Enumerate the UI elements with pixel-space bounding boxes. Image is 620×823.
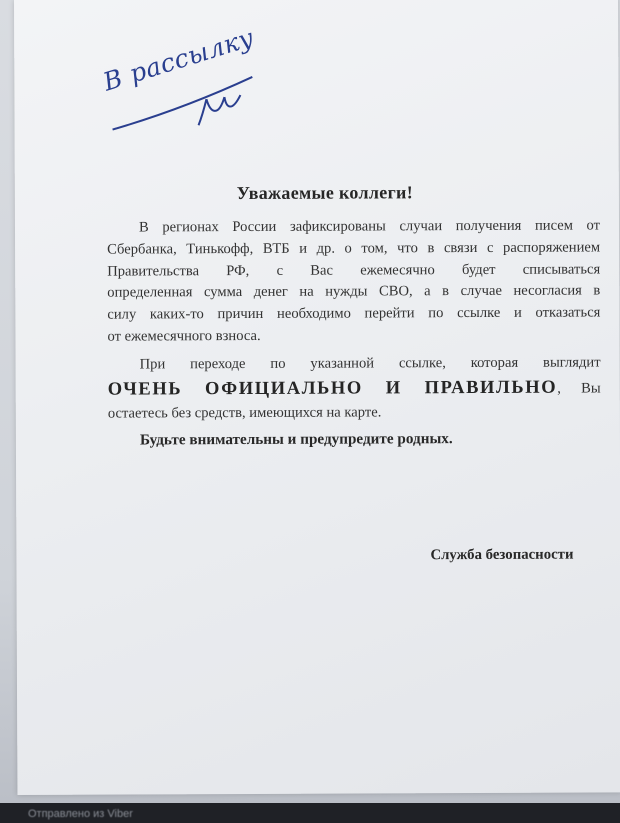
paragraph-1-line: Правительства РФ, с Вас ежемесячно будет списываться [107,261,601,280]
paragraph-1-line: от ежемесячного взноса. [107,327,261,345]
paragraph-2-suffix: , Вы [557,380,601,397]
paragraph-2-line: остаетесь без средств, имеющихся на карте. [107,404,382,422]
paragraph-1-line: В регионах России зафиксированы случаи получения писем от [138,217,601,236]
handwritten-note: В рассылку [99,22,258,97]
paragraph-1-line: силу каких-то причин необходимо перейти по ссылке и отказаться [107,304,601,323]
warning-text: Будьте внимательны и предупредите родных. [139,430,453,449]
paper-sheet [14,0,620,795]
paragraph-2-emphasis-line [108,374,601,403]
paragraph-1-line: определенная сумма денег на нужды СВО, а в случае несогласия в [107,282,601,301]
signature: Служба безопасности [430,546,574,564]
paragraph-1-line: Сбербанка, Тинькофф, ВТБ и др. о том, что в связи с распоряжением [107,239,601,258]
letter-heading: Уважаемые коллеги! [236,182,414,204]
paragraph-2 [108,352,601,425]
emphasis-text: ОЧЕНЬ ОФИЦИАЛЬНО И ПРАВИЛЬНО [107,377,558,400]
paragraph-1 [107,215,601,348]
paragraph-2-line: При переходе по указанной ссылке, которая выглядит [139,354,601,373]
footer-caption: Отправлено из Viber [28,808,133,820]
footer-bar [0,803,620,823]
